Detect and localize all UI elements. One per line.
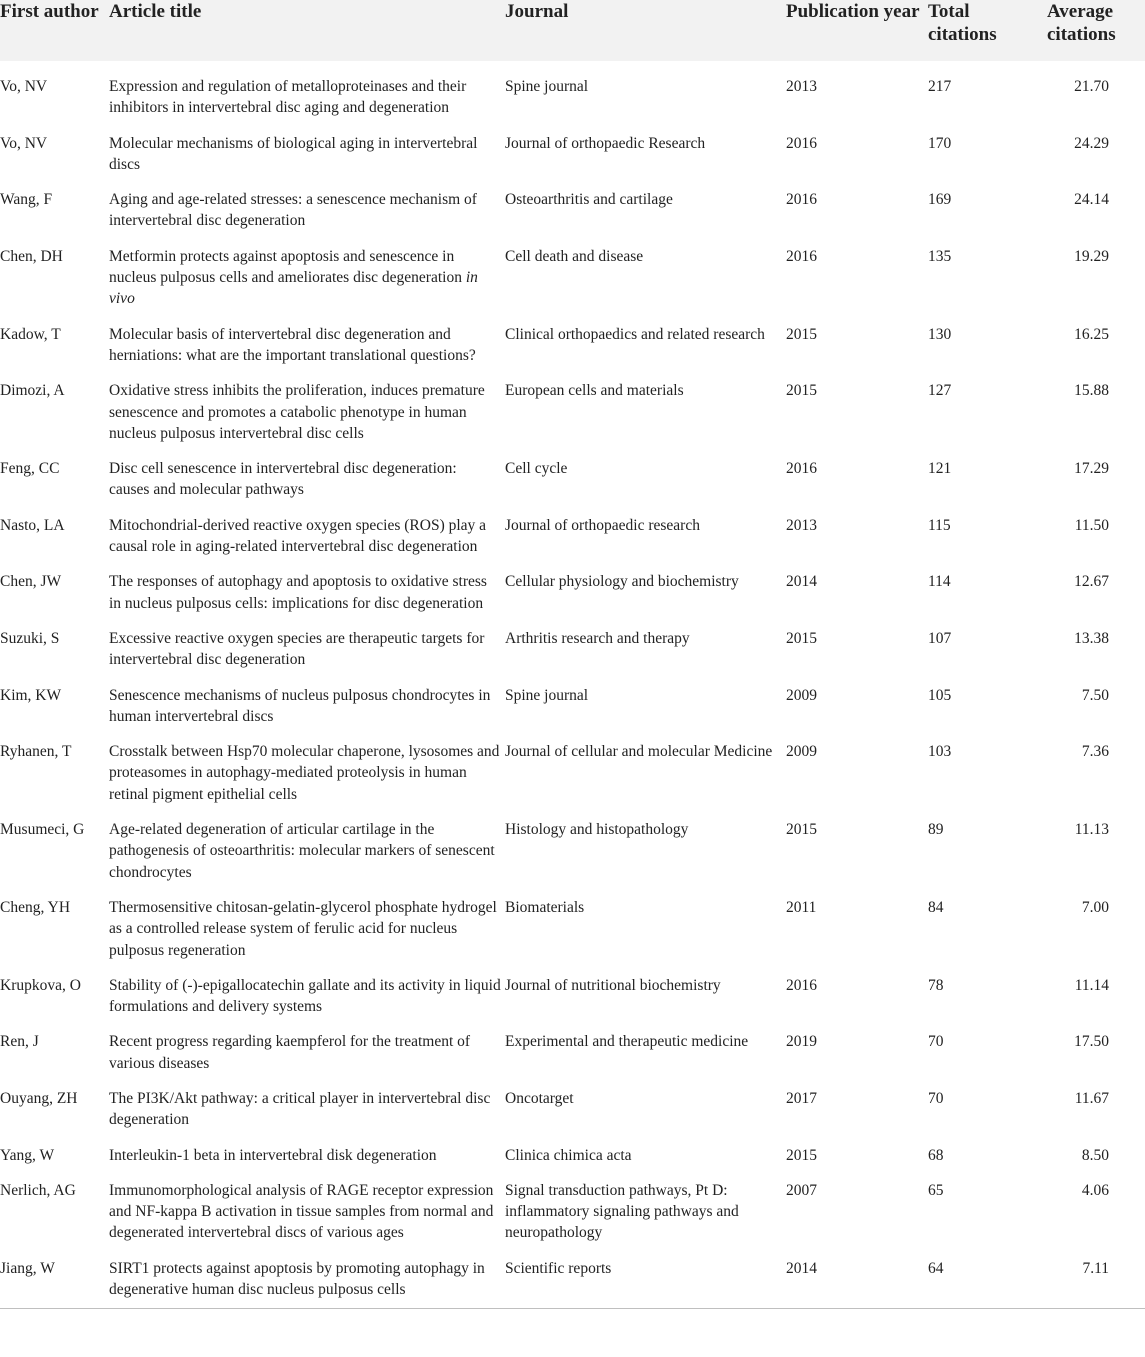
- article-title-cell-text: The responses of autophagy and apoptosis to oxidative stress in nucleus pulposus cells: implications for disc degeneration: [109, 573, 487, 612]
- journal-cell-text: Biomaterials: [505, 898, 585, 916]
- author-cell: [0, 968, 109, 1025]
- journal-cell-text: Oncotarget: [505, 1089, 574, 1107]
- total-citations-cell: [928, 182, 1043, 239]
- article-title-cell-text: Senescence mechanisms of nucleus pulposus chondrocytes in human intervertebral discs: [109, 686, 491, 725]
- average-citations-cell: [1043, 239, 1145, 317]
- average-citations-cell-text: 4.06: [1081, 1181, 1109, 1199]
- header-row: [0, 0, 1145, 61]
- average-citations-cell-text: 17.29: [1074, 460, 1109, 478]
- total-citations-cell-text: 68: [928, 1146, 944, 1164]
- table-row: [0, 126, 1145, 183]
- article-title-cell: [109, 126, 505, 183]
- table-row: [0, 678, 1145, 735]
- publication-year-cell-text: 2015: [786, 382, 817, 400]
- journal-cell: [505, 182, 786, 239]
- publication-year-cell-text: 2016: [786, 460, 817, 478]
- journal-cell: [505, 890, 786, 968]
- average-citations-cell-text: 17.50: [1074, 1033, 1109, 1051]
- publication-year-cell: [786, 678, 928, 735]
- publication-year-cell-text: 2016: [786, 191, 817, 209]
- article-title-cell: [109, 373, 505, 451]
- header-first-author: First author: [0, 1, 99, 22]
- total-citations-cell: [928, 61, 1043, 126]
- average-citations-cell-text: 11.67: [1074, 1089, 1109, 1107]
- total-citations-cell-text: 121: [928, 460, 952, 478]
- author-cell-text: Vo, NV: [0, 78, 48, 95]
- average-citations-cell: [1043, 182, 1145, 239]
- author-cell: [0, 508, 109, 565]
- article-title-cell-text: The PI3K/Akt pathway: a critical player in intervertebral disc degeneration: [109, 1089, 491, 1129]
- author-cell: [0, 451, 109, 508]
- average-citations-cell-text: 11.14: [1074, 976, 1109, 994]
- total-citations-cell-text: 103: [928, 743, 952, 761]
- article-title-cell: [109, 182, 505, 239]
- journal-cell-text: Histology and histopathology: [505, 821, 689, 839]
- publication-year-cell: [786, 451, 928, 508]
- total-citations-cell: [928, 1081, 1043, 1138]
- article-title-cell: [109, 564, 505, 621]
- article-title-cell: [109, 61, 505, 126]
- article-title-cell-text: Interleukin-1 beta in intervertebral disk degeneration: [109, 1146, 437, 1164]
- journal-cell-text: Cellular physiology and biochemistry: [505, 573, 739, 591]
- author-cell: [0, 678, 109, 735]
- publication-year-cell: [786, 1138, 928, 1173]
- average-citations-cell-text: 12.67: [1074, 573, 1109, 591]
- table-body: [0, 61, 1145, 1309]
- table-row: [0, 1081, 1145, 1138]
- total-citations-cell: [928, 126, 1043, 183]
- author-cell-text: Jiang, W: [0, 1259, 55, 1277]
- average-citations-cell: [1043, 61, 1145, 126]
- publication-year-cell-text: 2011: [786, 898, 817, 916]
- average-citations-cell-text: 7.50: [1081, 686, 1109, 704]
- total-citations-cell: [928, 239, 1043, 317]
- journal-cell-text: Osteoarthritis and cartilage: [505, 191, 673, 209]
- average-citations-cell-text: 7.00: [1081, 898, 1109, 916]
- journal-cell: [505, 1251, 786, 1309]
- average-citations-cell-text: 24.29: [1074, 134, 1109, 152]
- publication-year-cell-text: 2015: [786, 1146, 817, 1164]
- journal-cell-text: Clinical orthopaedics and related research: [505, 325, 765, 343]
- journal-cell: [505, 373, 786, 451]
- article-title-cell-text: Molecular mechanisms of biological aging in intervertebral discs: [109, 134, 478, 173]
- total-citations-cell-text: 65: [928, 1181, 944, 1199]
- table-row: [0, 812, 1145, 890]
- total-citations-cell-text: 84: [928, 898, 944, 916]
- average-citations-cell: [1043, 1138, 1145, 1173]
- publication-year-cell-text: 2009: [786, 743, 817, 761]
- table-row: [0, 451, 1145, 508]
- article-title-cell-text: Disc cell senescence in intervertebral disc degeneration: causes and molecular pathways: [109, 460, 457, 499]
- total-citations-cell: [928, 812, 1043, 890]
- average-citations-cell: [1043, 812, 1145, 890]
- journal-cell-text: Journal of nutritional biochemistry: [505, 976, 721, 994]
- publication-year-cell-text: 2014: [786, 573, 817, 591]
- article-title-cell-text: Immunomorphological analysis of RAGE receptor expression and NF-kappa B activation in tissue samples from normal and degenerated intervertebral discs of various ages: [109, 1181, 494, 1242]
- average-citations-cell-text: 13.38: [1074, 629, 1109, 647]
- average-citations-cell: [1043, 1024, 1145, 1081]
- author-cell: [0, 1081, 109, 1138]
- average-citations-cell-text: 24.14: [1074, 191, 1109, 209]
- article-title-cell: [109, 1251, 505, 1309]
- author-cell-text: Ryhanen, T: [0, 743, 72, 761]
- article-title-cell-text: Thermosensitive chitosan-gelatin-glycerol phosphate hydrogel as a controlled release system of ferulic acid for nucleus pulposus regeneration: [109, 898, 497, 959]
- average-citations-cell: [1043, 564, 1145, 621]
- article-title-cell-text: Metformin protects against apoptosis and senescence in nucleus pulposus cells and ameliorates disc degeneration: [109, 247, 462, 287]
- journal-cell-text: Spine journal: [505, 686, 589, 704]
- journal-cell: [505, 508, 786, 565]
- total-citations-cell: [928, 1173, 1043, 1251]
- average-citations-cell: [1043, 621, 1145, 678]
- table-row: [0, 564, 1145, 621]
- average-citations-cell: [1043, 1251, 1145, 1309]
- journal-cell: [505, 451, 786, 508]
- publication-year-cell-text: 2015: [786, 325, 817, 343]
- total-citations-cell: [928, 621, 1043, 678]
- total-citations-cell: [928, 1138, 1043, 1173]
- journal-cell-text: Spine journal: [505, 78, 589, 95]
- average-citations-cell: [1043, 126, 1145, 183]
- author-cell: [0, 1024, 109, 1081]
- table-row: [0, 1173, 1145, 1251]
- publication-year-cell: [786, 890, 928, 968]
- average-citations-cell-text: 8.50: [1081, 1146, 1109, 1164]
- article-title-cell: [109, 968, 505, 1025]
- publication-year-cell: [786, 1251, 928, 1309]
- total-citations-cell-text: 135: [928, 247, 952, 265]
- author-cell-text: Wang, F: [0, 191, 53, 209]
- journal-cell: [505, 564, 786, 621]
- total-citations-cell-text: 70: [928, 1033, 944, 1051]
- total-citations-cell: [928, 451, 1043, 508]
- article-title-italic-text: in vivo: [109, 269, 478, 308]
- article-title-cell: [109, 678, 505, 735]
- table-row: [0, 734, 1145, 812]
- journal-cell-text: Journal of cellular and molecular Medicine: [505, 743, 773, 761]
- author-cell-text: Ren, J: [0, 1033, 39, 1051]
- publication-year-cell-text: 2007: [786, 1181, 817, 1199]
- header-publication-year: Publication year: [786, 1, 920, 22]
- total-citations-cell-text: 217: [928, 78, 952, 95]
- author-cell: [0, 621, 109, 678]
- total-citations-cell-text: 70: [928, 1089, 944, 1107]
- average-citations-cell-text: 16.25: [1074, 325, 1109, 343]
- publication-year-cell: [786, 1081, 928, 1138]
- journal-cell: [505, 812, 786, 890]
- article-title-cell: [109, 317, 505, 374]
- publication-year-cell-text: 2016: [786, 247, 817, 265]
- journal-cell-text: Scientific reports: [505, 1259, 612, 1277]
- publication-year-cell: [786, 239, 928, 317]
- header-journal: Journal: [505, 1, 569, 22]
- publication-year-cell-text: 2016: [786, 134, 817, 152]
- table-row: [0, 1251, 1145, 1309]
- average-citations-cell-text: 11.50: [1074, 516, 1109, 534]
- article-title-cell: [109, 1081, 505, 1138]
- article-title-cell: [109, 890, 505, 968]
- publication-year-cell: [786, 564, 928, 621]
- journal-cell: [505, 1081, 786, 1138]
- publication-year-cell: [786, 1024, 928, 1081]
- author-cell-text: Chen, JW: [0, 573, 62, 591]
- average-citations-cell-text: 11.13: [1074, 821, 1109, 839]
- publication-year-cell: [786, 508, 928, 565]
- total-citations-cell: [928, 678, 1043, 735]
- total-citations-cell-text: 64: [928, 1259, 944, 1277]
- author-cell-text: Yang, W: [0, 1146, 55, 1164]
- journal-cell-text: European cells and materials: [505, 382, 684, 400]
- header-average-citations: Average citations: [1047, 1, 1116, 45]
- average-citations-cell-text: 19.29: [1074, 247, 1109, 265]
- journal-cell: [505, 968, 786, 1025]
- total-citations-cell-text: 169: [928, 191, 952, 209]
- publication-year-cell: [786, 812, 928, 890]
- total-citations-cell-text: 107: [928, 629, 952, 647]
- publication-year-cell-text: 2015: [786, 821, 817, 839]
- total-citations-cell-text: 78: [928, 976, 944, 994]
- article-title-cell-text: Expression and regulation of metalloproteinases and their inhibitors in intervertebral disc aging and degeneration: [109, 78, 467, 117]
- table-row: [0, 61, 1145, 126]
- author-cell-text: Vo, NV: [0, 134, 48, 152]
- total-citations-cell: [928, 968, 1043, 1025]
- journal-cell-text: Cell cycle: [505, 460, 568, 478]
- article-title-cell: [109, 1173, 505, 1251]
- journal-cell-text: Cell death and disease: [505, 247, 644, 265]
- article-title-cell-text: Aging and age-related stresses: a senescence mechanism of intervertebral disc degeneration: [109, 191, 477, 230]
- article-title-cell-text: Age-related degeneration of articular cartilage in the pathogenesis of osteoarthritis: molecular markers of senescent chondrocytes: [109, 821, 495, 881]
- total-citations-cell: [928, 890, 1043, 968]
- average-citations-cell-text: 21.70: [1074, 78, 1109, 95]
- article-title-cell: [109, 812, 505, 890]
- table-row: [0, 508, 1145, 565]
- author-cell-text: Nerlich, AG: [0, 1181, 76, 1199]
- table-row: [0, 182, 1145, 239]
- total-citations-cell-text: 89: [928, 821, 944, 839]
- publication-year-cell-text: 2019: [786, 1033, 817, 1051]
- author-cell-text: Chen, DH: [0, 247, 63, 265]
- author-cell-text: Musumeci, G: [0, 821, 85, 839]
- journal-cell: [505, 239, 786, 317]
- average-citations-cell: [1043, 508, 1145, 565]
- publication-year-cell: [786, 182, 928, 239]
- publication-year-cell: [786, 126, 928, 183]
- average-citations-cell: [1043, 890, 1145, 968]
- publication-year-cell: [786, 968, 928, 1025]
- author-cell: [0, 812, 109, 890]
- author-cell-text: Dimozi, A: [0, 382, 65, 400]
- header-article-title: Article title: [109, 1, 202, 22]
- article-title-cell-text: SIRT1 protects against apoptosis by promoting autophagy in degenerative human disc nucleus pulposus cells: [109, 1259, 485, 1299]
- author-cell-text: Nasto, LA: [0, 516, 65, 534]
- article-title-cell-text: Excessive reactive oxygen species are therapeutic targets for intervertebral disc degeneration: [109, 629, 485, 669]
- article-title-cell-text: Oxidative stress inhibits the proliferation, induces premature senescence and promotes a catabolic phenotype in human nucleus pulposus intervertebral disc cells: [109, 382, 485, 442]
- journal-cell-text: Clinica chimica acta: [505, 1146, 632, 1164]
- publication-year-cell-text: 2016: [786, 976, 817, 994]
- author-cell: [0, 239, 109, 317]
- journal-cell: [505, 734, 786, 812]
- publication-year-cell-text: 2014: [786, 1259, 817, 1277]
- table-row: [0, 239, 1145, 317]
- table-row: [0, 373, 1145, 451]
- average-citations-cell: [1043, 1081, 1145, 1138]
- average-citations-cell: [1043, 968, 1145, 1025]
- total-citations-cell: [928, 1251, 1043, 1309]
- table-row: [0, 968, 1145, 1025]
- total-citations-cell-text: 170: [928, 134, 952, 152]
- journal-cell-text: Experimental and therapeutic medicine: [505, 1033, 749, 1051]
- publication-year-cell: [786, 61, 928, 126]
- total-citations-cell: [928, 508, 1043, 565]
- publication-year-cell-text: 2013: [786, 78, 817, 95]
- total-citations-cell-text: 127: [928, 382, 952, 400]
- table-row: [0, 621, 1145, 678]
- table-row: [0, 1138, 1145, 1173]
- journal-cell: [505, 1024, 786, 1081]
- total-citations-cell: [928, 1024, 1043, 1081]
- average-citations-cell-text: 7.36: [1081, 743, 1109, 761]
- author-cell: [0, 1138, 109, 1173]
- journal-cell-text: Arthritis research and therapy: [505, 629, 690, 647]
- article-title-cell-text: Crosstalk between Hsp70 molecular chaperone, lysosomes and proteasomes in autophagy-mediated proteolysis in human retinal pigment epithelial cells: [109, 743, 500, 803]
- journal-cell-text: Journal of orthopaedic Research: [505, 134, 706, 152]
- journal-cell-text: Journal of orthopaedic research: [505, 516, 700, 534]
- table-header: [0, 0, 1145, 61]
- author-cell-text: Feng, CC: [0, 460, 60, 478]
- article-title-cell: [109, 239, 505, 317]
- article-title-cell: [109, 734, 505, 812]
- average-citations-cell: [1043, 317, 1145, 374]
- total-citations-cell: [928, 564, 1043, 621]
- publication-year-cell-text: 2015: [786, 629, 817, 647]
- average-citations-cell-text: 15.88: [1074, 382, 1109, 400]
- average-citations-cell-text: 7.11: [1082, 1259, 1109, 1277]
- author-cell: [0, 373, 109, 451]
- journal-cell: [505, 1173, 786, 1251]
- journal-cell: [505, 1138, 786, 1173]
- article-title-cell-text: Molecular basis of intervertebral disc degeneration and herniations: what are the important translational questions?: [109, 325, 476, 364]
- article-title-cell: [109, 1138, 505, 1173]
- author-cell-text: Cheng, YH: [0, 898, 71, 916]
- total-citations-cell: [928, 734, 1043, 812]
- total-citations-cell-text: 114: [928, 573, 951, 591]
- author-cell: [0, 1173, 109, 1251]
- author-cell: [0, 61, 109, 126]
- author-cell: [0, 182, 109, 239]
- article-title-cell: [109, 508, 505, 565]
- author-cell-text: Ouyang, ZH: [0, 1089, 78, 1107]
- total-citations-cell-text: 130: [928, 325, 952, 343]
- publication-year-cell-text: 2013: [786, 516, 817, 534]
- journal-cell: [505, 317, 786, 374]
- article-title-cell: [109, 451, 505, 508]
- author-cell-text: Kim, KW: [0, 686, 62, 704]
- author-cell: [0, 564, 109, 621]
- table-row: [0, 317, 1145, 374]
- journal-cell: [505, 678, 786, 735]
- publication-year-cell: [786, 317, 928, 374]
- author-cell: [0, 734, 109, 812]
- average-citations-cell: [1043, 373, 1145, 451]
- publication-year-cell-text: 2017: [786, 1089, 817, 1107]
- total-citations-cell: [928, 317, 1043, 374]
- publication-year-cell: [786, 1173, 928, 1251]
- article-title-cell: [109, 621, 505, 678]
- article-title-cell-text: Recent progress regarding kaempferol for the treatment of various diseases: [109, 1033, 471, 1072]
- article-title-cell-text: Mitochondrial-derived reactive oxygen species (ROS) play a causal role in aging-related intervertebral disc degeneration: [109, 516, 487, 556]
- table-row: [0, 1024, 1145, 1081]
- publication-year-cell-text: 2009: [786, 686, 817, 704]
- publication-year-cell: [786, 621, 928, 678]
- author-cell-text: Suzuki, S: [0, 629, 60, 647]
- publication-year-cell: [786, 734, 928, 812]
- header-total-citations: Total citations: [928, 1, 997, 45]
- journal-cell: [505, 126, 786, 183]
- average-citations-cell: [1043, 734, 1145, 812]
- average-citations-cell: [1043, 451, 1145, 508]
- author-cell: [0, 1251, 109, 1309]
- total-citations-cell: [928, 373, 1043, 451]
- journal-cell-text: Signal transduction pathways, Pt D: inflammatory signaling pathways and neuropathology: [505, 1181, 739, 1242]
- article-title-cell-text: Stability of (-)-epigallocatechin gallate and its activity in liquid formulations and delivery systems: [109, 976, 501, 1016]
- author-cell: [0, 317, 109, 374]
- author-cell: [0, 890, 109, 968]
- total-citations-cell-text: 115: [928, 516, 951, 534]
- table-row: [0, 890, 1145, 968]
- author-cell-text: Kadow, T: [0, 325, 61, 343]
- journal-cell: [505, 61, 786, 126]
- average-citations-cell: [1043, 1173, 1145, 1251]
- article-title-cell: [109, 1024, 505, 1081]
- publication-year-cell: [786, 373, 928, 451]
- total-citations-cell-text: 105: [928, 686, 952, 704]
- author-cell: [0, 126, 109, 183]
- author-cell-text: Krupkova, O: [0, 976, 81, 994]
- average-citations-cell: [1043, 678, 1145, 735]
- journal-cell: [505, 621, 786, 678]
